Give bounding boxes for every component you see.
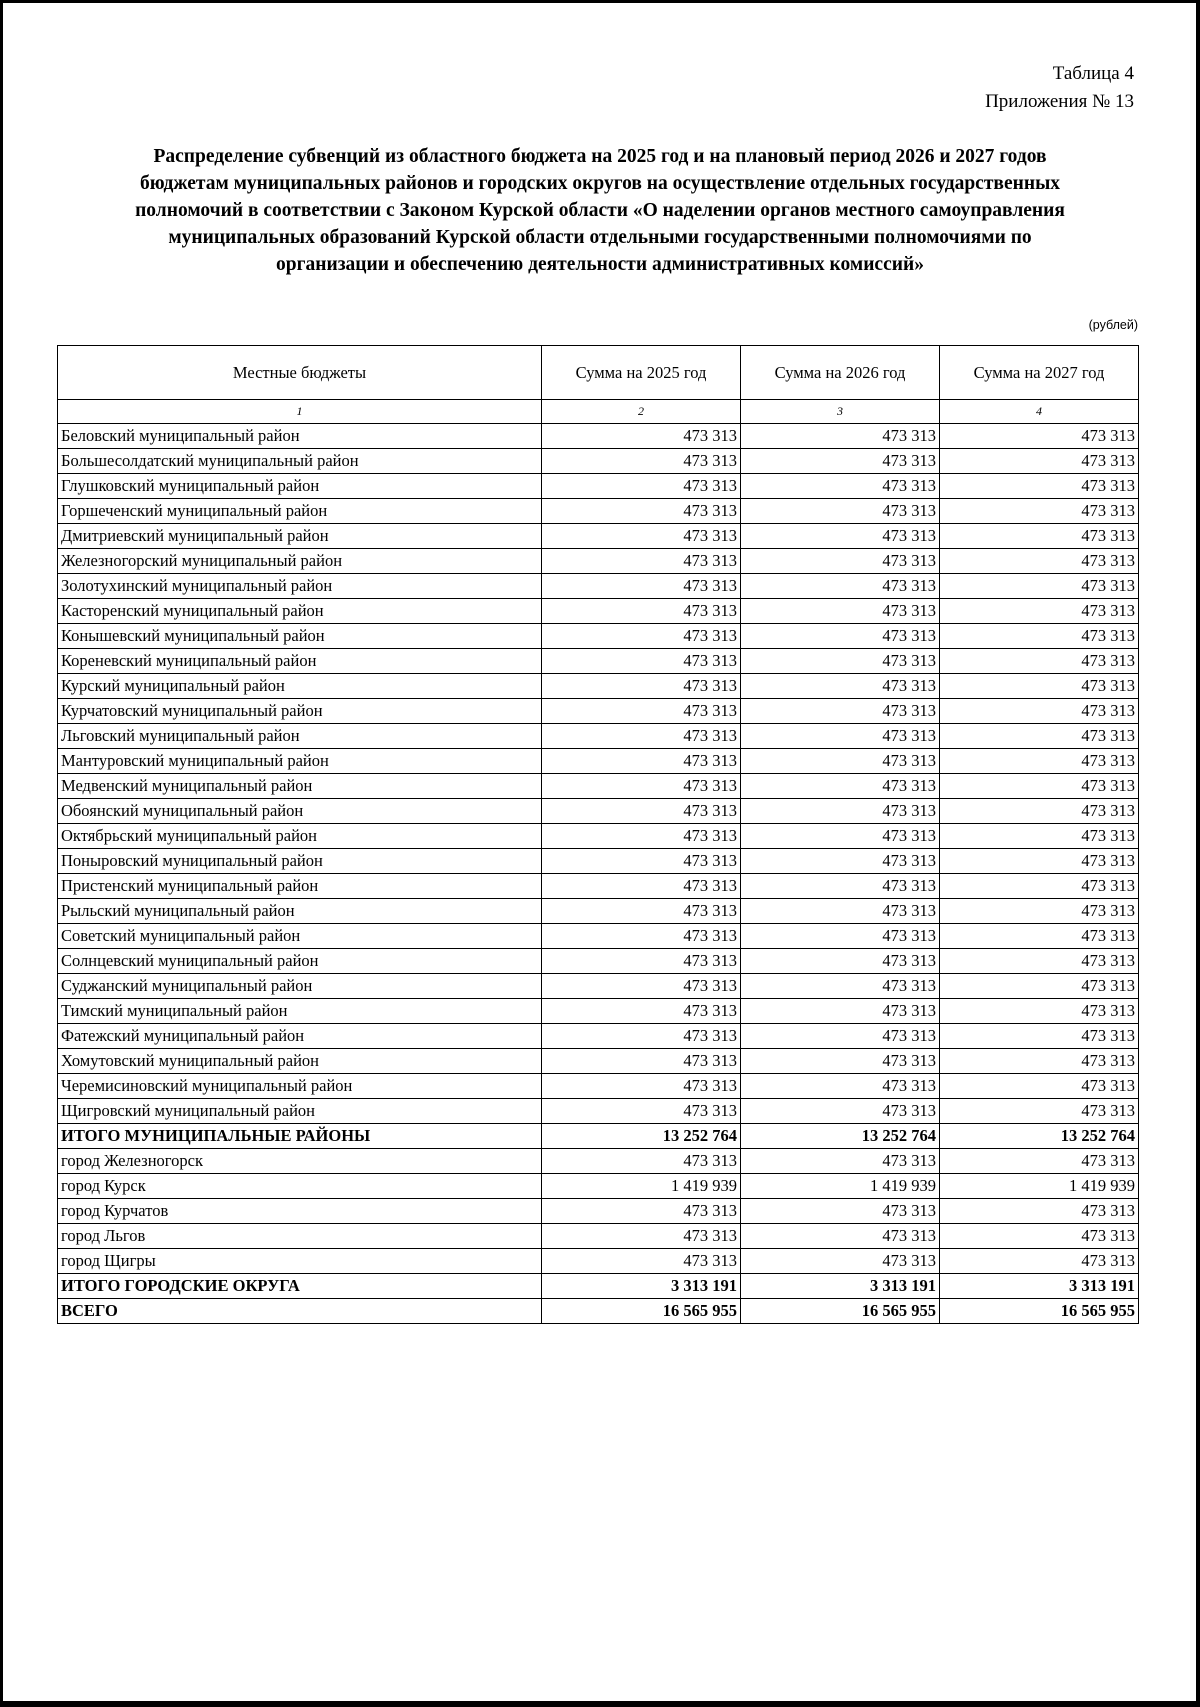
- table-row: [58, 849, 1139, 874]
- amount-2026-cell: 473 313: [741, 474, 940, 499]
- table-row: [58, 1149, 1139, 1174]
- column-header-budgets: Местные бюджеты: [58, 346, 542, 400]
- amount-2026-cell: 473 313: [741, 1224, 940, 1249]
- budget-name-cell: Глушковский муниципальный район: [58, 474, 542, 499]
- table-row: [58, 1024, 1139, 1049]
- budget-name-cell: Касторенский муниципальный район: [58, 599, 542, 624]
- subventions-table: [57, 345, 1139, 1324]
- budget-name-cell: город Железногорск: [58, 1149, 542, 1174]
- amount-2027-cell: 473 313: [940, 449, 1139, 474]
- budget-name-cell: Золотухинский муниципальный район: [58, 574, 542, 599]
- amount-2027-cell: 1 419 939: [940, 1174, 1139, 1199]
- table-row: [58, 549, 1139, 574]
- amount-2025-cell: 473 313: [542, 474, 741, 499]
- table-row: [58, 1174, 1139, 1199]
- amount-2027-cell: 473 313: [940, 574, 1139, 599]
- amount-2026-cell: 473 313: [741, 999, 940, 1024]
- table-row: [58, 774, 1139, 799]
- amount-2025-cell: 473 313: [542, 499, 741, 524]
- budget-name-cell: город Щигры: [58, 1249, 542, 1274]
- column-number: 1: [58, 400, 542, 424]
- amount-2026-cell: 473 313: [741, 949, 940, 974]
- amount-2026-cell: 473 313: [741, 424, 940, 449]
- budget-name-cell: ВСЕГО: [58, 1299, 542, 1324]
- amount-2027-cell: 473 313: [940, 699, 1139, 724]
- budget-name-cell: Щигровский муниципальный район: [58, 1099, 542, 1124]
- table-row: [58, 699, 1139, 724]
- budget-name-cell: Хомутовский муниципальный район: [58, 1049, 542, 1074]
- amount-2026-cell: 1 419 939: [741, 1174, 940, 1199]
- budget-name-cell: ИТОГО МУНИЦИПАЛЬНЫЕ РАЙОНЫ: [58, 1124, 542, 1149]
- table-row: [58, 974, 1139, 999]
- budget-name-cell: Солнцевский муниципальный район: [58, 949, 542, 974]
- column-header-2027: Сумма на 2027 год: [940, 346, 1139, 400]
- budget-name-cell: город Курчатов: [58, 1199, 542, 1224]
- document-reference: [985, 60, 1134, 116]
- amount-2025-cell: 473 313: [542, 1099, 741, 1124]
- budget-name-cell: Рыльский муниципальный район: [58, 899, 542, 924]
- budget-name-cell: Большесолдатский муниципальный район: [58, 449, 542, 474]
- amount-2027-cell: 473 313: [940, 874, 1139, 899]
- amount-2025-cell: 16 565 955: [542, 1299, 741, 1324]
- table-row: [58, 949, 1139, 974]
- title-line: полномочий в соответствии с Законом Курской области «О наделении органов местного самоуправления: [135, 200, 1065, 221]
- amount-2025-cell: 473 313: [542, 1049, 741, 1074]
- document-title: [60, 143, 1140, 278]
- amount-2027-cell: 473 313: [940, 1099, 1139, 1124]
- amount-2025-cell: 473 313: [542, 724, 741, 749]
- budget-name-cell: город Курск: [58, 1174, 542, 1199]
- budget-name-cell: Обоянский муниципальный район: [58, 799, 542, 824]
- table-row: [58, 899, 1139, 924]
- amount-2025-cell: 473 313: [542, 649, 741, 674]
- amount-2027-cell: 473 313: [940, 974, 1139, 999]
- table-row: [58, 1049, 1139, 1074]
- table-row: [58, 649, 1139, 674]
- amount-2025-cell: 473 313: [542, 999, 741, 1024]
- amount-2027-cell: 13 252 764: [940, 1124, 1139, 1149]
- title-line: Распределение субвенций из областного бюджета на 2025 год и на плановый период 2026 и 2027 годов: [153, 146, 1047, 167]
- amount-2027-cell: 473 313: [940, 1224, 1139, 1249]
- amount-2025-cell: 473 313: [542, 849, 741, 874]
- amount-2026-cell: 13 252 764: [741, 1124, 940, 1149]
- table-row: [58, 749, 1139, 774]
- budget-name-cell: Курчатовский муниципальный район: [58, 699, 542, 724]
- title-line: муниципальных образований Курской области отдельными государственными полномочиями по: [168, 227, 1032, 248]
- budget-name-cell: Льговский муниципальный район: [58, 724, 542, 749]
- column-number-row: [58, 400, 1139, 424]
- amount-2025-cell: 473 313: [542, 449, 741, 474]
- amount-2025-cell: 473 313: [542, 424, 741, 449]
- column-number: 4: [940, 400, 1139, 424]
- budget-name-cell: Поныровский муниципальный район: [58, 849, 542, 874]
- amount-2026-cell: 473 313: [741, 974, 940, 999]
- amount-2025-cell: 473 313: [542, 699, 741, 724]
- table-row: [58, 449, 1139, 474]
- amount-2027-cell: 473 313: [940, 1149, 1139, 1174]
- title-line: организации и обеспечению деятельности административных комиссий»: [276, 254, 924, 275]
- amount-2025-cell: 1 419 939: [542, 1174, 741, 1199]
- amount-2026-cell: 473 313: [741, 824, 940, 849]
- amount-2025-cell: 473 313: [542, 674, 741, 699]
- title-line: бюджетам муниципальных районов и городских округов на осуществление отдельных государственных: [139, 173, 1061, 194]
- amount-2025-cell: 473 313: [542, 549, 741, 574]
- amount-2027-cell: 473 313: [940, 649, 1139, 674]
- budget-name-cell: Курский муниципальный район: [58, 674, 542, 699]
- amount-2026-cell: 473 313: [741, 449, 940, 474]
- amount-2027-cell: 473 313: [940, 1074, 1139, 1099]
- amount-2026-cell: 473 313: [741, 674, 940, 699]
- amount-2026-cell: 473 313: [741, 849, 940, 874]
- amount-2027-cell: 473 313: [940, 624, 1139, 649]
- amount-2025-cell: 473 313: [542, 1149, 741, 1174]
- amount-2027-cell: 473 313: [940, 824, 1139, 849]
- column-number: 2: [542, 400, 741, 424]
- amount-2025-cell: 473 313: [542, 1224, 741, 1249]
- amount-2026-cell: 473 313: [741, 924, 940, 949]
- amount-2026-cell: 473 313: [741, 649, 940, 674]
- amount-2026-cell: 473 313: [741, 1049, 940, 1074]
- amount-2025-cell: 473 313: [542, 624, 741, 649]
- budget-name-cell: Суджанский муниципальный район: [58, 974, 542, 999]
- amount-2027-cell: 473 313: [940, 999, 1139, 1024]
- amount-2025-cell: 473 313: [542, 774, 741, 799]
- budget-name-cell: Мантуровский муниципальный район: [58, 749, 542, 774]
- amount-2026-cell: 473 313: [741, 899, 940, 924]
- amount-2026-cell: 473 313: [741, 1149, 940, 1174]
- amount-2027-cell: 473 313: [940, 524, 1139, 549]
- amount-2025-cell: 473 313: [542, 924, 741, 949]
- amount-2026-cell: 473 313: [741, 599, 940, 624]
- amount-2026-cell: 473 313: [741, 1199, 940, 1224]
- amount-2026-cell: 473 313: [741, 699, 940, 724]
- amount-2026-cell: 473 313: [741, 1249, 940, 1274]
- amount-2026-cell: 473 313: [741, 1099, 940, 1124]
- budget-name-cell: Дмитриевский муниципальный район: [58, 524, 542, 549]
- amount-2025-cell: 473 313: [542, 949, 741, 974]
- amount-2027-cell: 3 313 191: [940, 1274, 1139, 1299]
- amount-2026-cell: 473 313: [741, 624, 940, 649]
- table-header-row: [58, 346, 1139, 400]
- amount-2026-cell: 16 565 955: [741, 1299, 940, 1324]
- amount-2026-cell: 473 313: [741, 1024, 940, 1049]
- budget-name-cell: Беловский муниципальный район: [58, 424, 542, 449]
- table-row: [58, 1249, 1139, 1274]
- amount-2027-cell: 473 313: [940, 1049, 1139, 1074]
- table-row: [58, 599, 1139, 624]
- amount-2025-cell: 3 313 191: [542, 1274, 741, 1299]
- amount-2026-cell: 473 313: [741, 774, 940, 799]
- table-row: [58, 474, 1139, 499]
- budget-name-cell: Конышевский муниципальный район: [58, 624, 542, 649]
- budget-name-cell: Горшеченский муниципальный район: [58, 499, 542, 524]
- amount-2025-cell: 13 252 764: [542, 1124, 741, 1149]
- amount-2026-cell: 3 313 191: [741, 1274, 940, 1299]
- amount-2026-cell: 473 313: [741, 1074, 940, 1099]
- table-row: [58, 1074, 1139, 1099]
- amount-2027-cell: 473 313: [940, 599, 1139, 624]
- table-row: [58, 924, 1139, 949]
- amount-2025-cell: 473 313: [542, 749, 741, 774]
- table-total-row: [58, 1274, 1139, 1299]
- amount-2027-cell: 473 313: [940, 899, 1139, 924]
- budget-name-cell: Пристенский муниципальный район: [58, 874, 542, 899]
- amount-2027-cell: 473 313: [940, 424, 1139, 449]
- column-header-2026: Сумма на 2026 год: [741, 346, 940, 400]
- amount-2027-cell: 473 313: [940, 499, 1139, 524]
- amount-2027-cell: 16 565 955: [940, 1299, 1139, 1324]
- amount-2025-cell: 473 313: [542, 524, 741, 549]
- amount-2025-cell: 473 313: [542, 1249, 741, 1274]
- amount-2026-cell: 473 313: [741, 524, 940, 549]
- amount-2025-cell: 473 313: [542, 574, 741, 599]
- amount-2025-cell: 473 313: [542, 799, 741, 824]
- amount-2027-cell: 473 313: [940, 774, 1139, 799]
- amount-2026-cell: 473 313: [741, 499, 940, 524]
- amount-2027-cell: 473 313: [940, 674, 1139, 699]
- amount-2027-cell: 473 313: [940, 1024, 1139, 1049]
- amount-2026-cell: 473 313: [741, 549, 940, 574]
- amount-2027-cell: 473 313: [940, 724, 1139, 749]
- table-row: [58, 524, 1139, 549]
- table-row: [58, 1199, 1139, 1224]
- budget-name-cell: Тимский муниципальный район: [58, 999, 542, 1024]
- amount-2025-cell: 473 313: [542, 1024, 741, 1049]
- amount-2026-cell: 473 313: [741, 749, 940, 774]
- table-total-row: [58, 1124, 1139, 1149]
- table-body: [58, 424, 1139, 1324]
- table-row: [58, 1099, 1139, 1124]
- amount-2027-cell: 473 313: [940, 949, 1139, 974]
- amount-2026-cell: 473 313: [741, 799, 940, 824]
- table-row: [58, 999, 1139, 1024]
- table-row: [58, 574, 1139, 599]
- table-reference: Таблица 4: [1052, 63, 1134, 84]
- amount-2026-cell: 473 313: [741, 724, 940, 749]
- amount-2027-cell: 473 313: [940, 1199, 1139, 1224]
- amount-2025-cell: 473 313: [542, 1199, 741, 1224]
- table-row: [58, 674, 1139, 699]
- table-row: [58, 624, 1139, 649]
- column-number: 3: [741, 400, 940, 424]
- amount-2027-cell: 473 313: [940, 1249, 1139, 1274]
- table-row: [58, 1224, 1139, 1249]
- budget-name-cell: Октябрьский муниципальный район: [58, 824, 542, 849]
- amount-2025-cell: 473 313: [542, 1074, 741, 1099]
- table-row: [58, 724, 1139, 749]
- amount-2027-cell: 473 313: [940, 474, 1139, 499]
- budget-name-cell: ИТОГО ГОРОДСКИЕ ОКРУГА: [58, 1274, 542, 1299]
- budget-name-cell: Железногорский муниципальный район: [58, 549, 542, 574]
- column-header-2025: Сумма на 2025 год: [542, 346, 741, 400]
- amount-2026-cell: 473 313: [741, 574, 940, 599]
- amount-2027-cell: 473 313: [940, 924, 1139, 949]
- budget-name-cell: Фатежский муниципальный район: [58, 1024, 542, 1049]
- units-label: (рублей): [1088, 318, 1138, 332]
- table-total-row: [58, 1299, 1139, 1324]
- amount-2026-cell: 473 313: [741, 874, 940, 899]
- table-row: [58, 799, 1139, 824]
- budget-name-cell: Медвенский муниципальный район: [58, 774, 542, 799]
- amount-2027-cell: 473 313: [940, 749, 1139, 774]
- amount-2027-cell: 473 313: [940, 849, 1139, 874]
- table-row: [58, 824, 1139, 849]
- table-row: [58, 874, 1139, 899]
- amount-2027-cell: 473 313: [940, 799, 1139, 824]
- budget-name-cell: Черемисиновский муниципальный район: [58, 1074, 542, 1099]
- appendix-reference: Приложения № 13: [985, 91, 1134, 112]
- amount-2025-cell: 473 313: [542, 599, 741, 624]
- budget-name-cell: Советский муниципальный район: [58, 924, 542, 949]
- amount-2025-cell: 473 313: [542, 899, 741, 924]
- table-row: [58, 424, 1139, 449]
- budget-name-cell: Кореневский муниципальный район: [58, 649, 542, 674]
- budget-name-cell: город Льгов: [58, 1224, 542, 1249]
- amount-2025-cell: 473 313: [542, 874, 741, 899]
- table-row: [58, 499, 1139, 524]
- amount-2025-cell: 473 313: [542, 974, 741, 999]
- amount-2027-cell: 473 313: [940, 549, 1139, 574]
- amount-2025-cell: 473 313: [542, 824, 741, 849]
